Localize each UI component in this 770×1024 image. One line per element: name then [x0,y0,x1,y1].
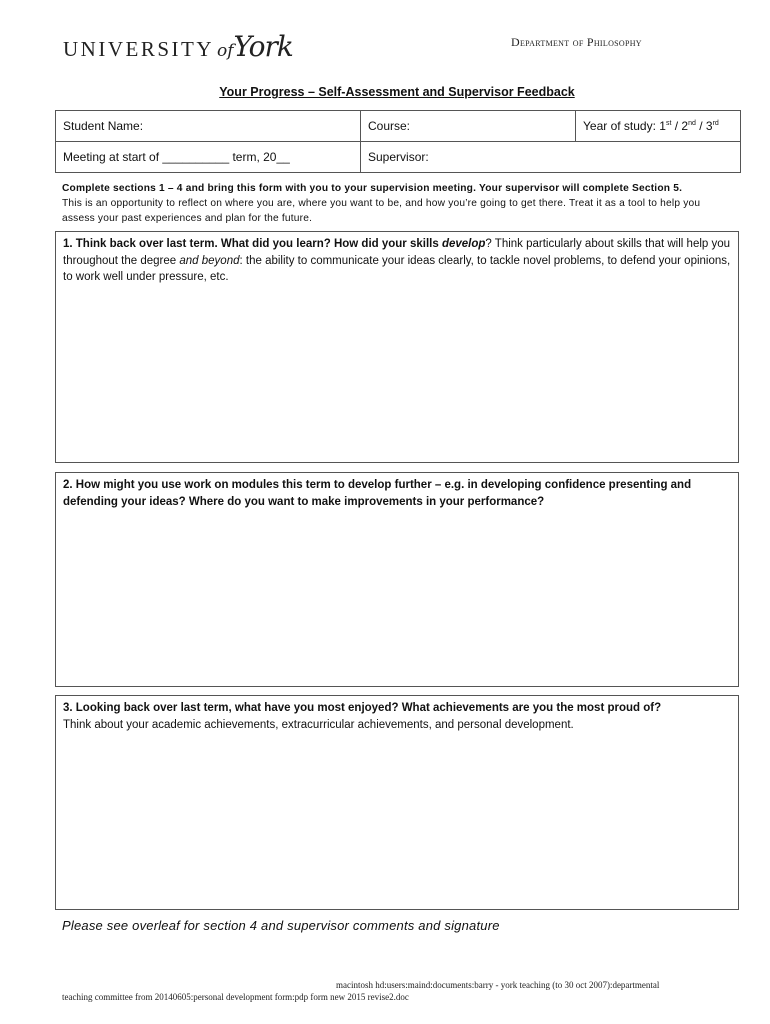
section-1-text: ? Think particularly about skills that will help you throughout the degree [63,238,731,267]
logo-university-text: UNIVERSITY [63,37,214,61]
section-3-prompt: 3. Looking back over last term, what have you most enjoyed? What achievements are you the most proud of? [63,702,662,714]
section-1-italic: and beyond [179,254,240,267]
supervisor-field[interactable] [361,142,741,173]
overleaf-note: Please see overleaf for section 4 and supervisor comments and signature [62,918,500,933]
section-1-text-end: : the ability to communicate your ideas clearly, to tackle novel problems, to defend your opinions, to work well under pressure, etc. [63,254,731,283]
university-of-york-logo [63,30,293,70]
section-1-prompt: 1. Think back over last term. What did you learn? How did your skills [63,238,442,250]
course-field[interactable] [361,111,576,142]
department-name: Department of Philosophy [511,35,642,49]
section-1-box[interactable] [55,231,739,463]
page-title: Your Progress – Self-Assessment and Supervisor Feedback [219,85,575,99]
course-label: Course: [368,119,411,133]
student-name-field[interactable] [56,111,361,142]
section-3-box[interactable] [55,695,739,910]
footer-path-line-2: teaching committee from 20140605:personal development form:pdp form new 2015 revise2.doc [62,992,409,1002]
instructions-bold: Complete sections 1 – 4 and bring this form with you to your supervision meeting. Your supervisor will complete Section 5. [62,183,683,194]
section-3-text: Think about your academic achievements, extracurricular achievements, and personal development. [63,718,574,731]
year-of-study-field[interactable] [576,111,741,142]
logo-of-text: of [217,41,234,61]
instructions [62,181,732,226]
section-2-box[interactable] [55,472,739,687]
student-details-table [55,110,741,173]
section-1-emphasis: develop [441,238,486,250]
meeting-field[interactable] [56,142,361,173]
student-name-label: Student Name: [63,119,144,133]
year-of-study-label: Year of study: 1st / 2nd / 3rd [583,119,719,133]
footer-path-line-1: macintosh hd:users:maind:documents:barry - york teaching (to 30 oct 2007):departmental [336,980,660,990]
instructions-text: This is an opportunity to reflect on where you are, where you want to be, and how you’re going to get there. Treat it as a tool to help you assess your past experiences and plan for the future. [62,198,701,224]
meeting-label: Meeting at start of __________ term, 20__ [63,150,290,164]
section-2-prompt: 2. How might you use work on modules this term to develop further – e.g. in developing confidence presenting and defending your ideas? Where do you want to make improvements in your performance? [63,479,692,508]
supervisor-label: Supervisor: [368,150,429,164]
logo-york-text: York [233,30,293,63]
